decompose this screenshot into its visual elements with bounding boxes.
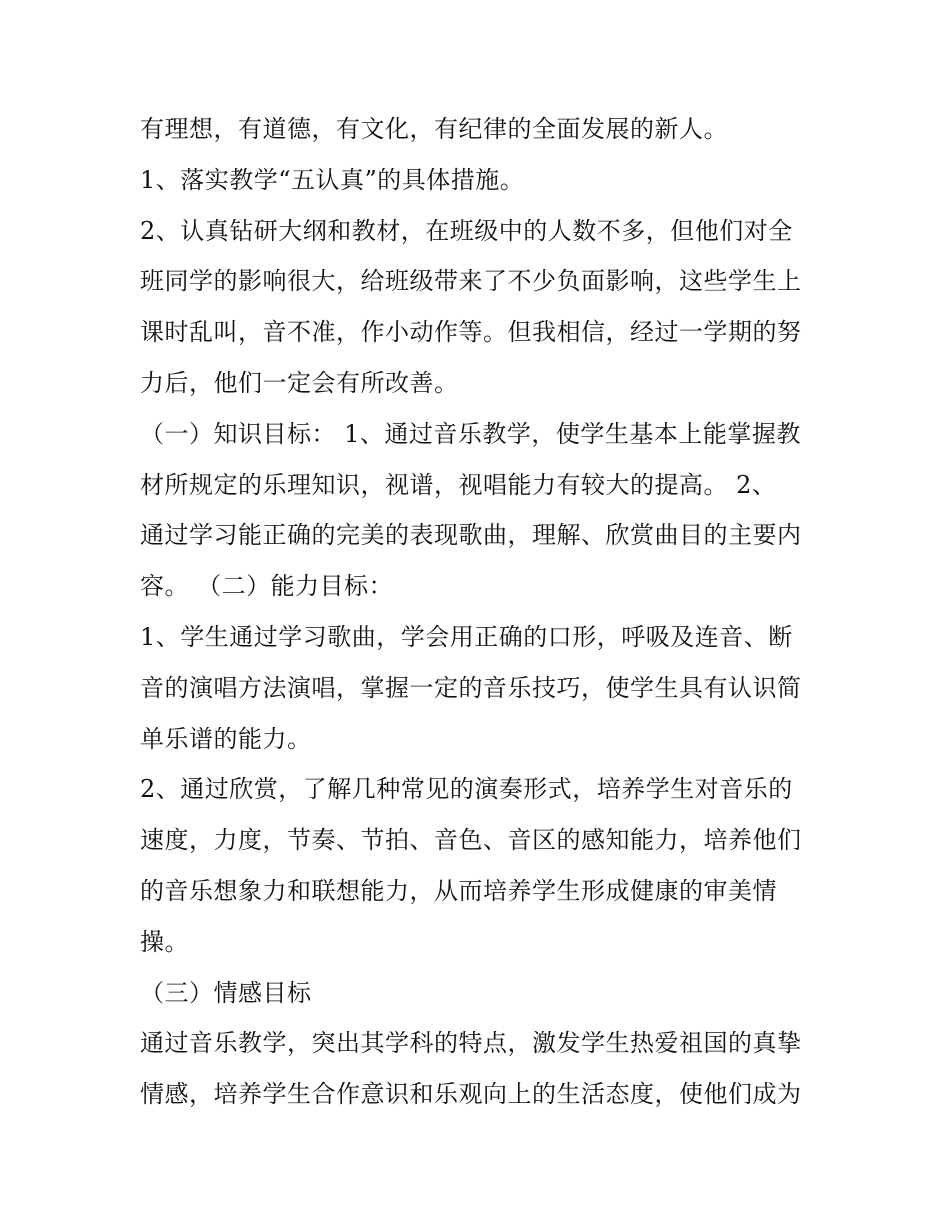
text-line: 2、认真钻研大纲和教材，在班级中的人数不多，但他们对全 bbox=[140, 216, 793, 245]
text-line: 通过学习能正确的完美的表现歌曲，理解、欣赏曲目的主要内 bbox=[140, 521, 802, 550]
text-line: （三）情感目标 bbox=[140, 978, 312, 1007]
text-line: 速度，力度，节奏、节拍、音色、音区的感知能力，培养他们 bbox=[140, 826, 802, 855]
text-line: 操。 bbox=[140, 927, 189, 956]
text-line: 1、落实教学“五认真”的具体措施。 bbox=[140, 165, 525, 194]
text-line: 单乐谱的能力。 bbox=[140, 724, 312, 753]
text-line: 2、通过欣赏，了解几种常见的演奏形式，培养学生对音乐的 bbox=[140, 775, 793, 804]
text-line: 通过音乐教学，突出其学科的特点，激发学生热爱祖国的真挚 bbox=[140, 1029, 802, 1058]
text-line: 课时乱叫，音不准，作小动作等。但我相信，经过一学期的努 bbox=[140, 318, 802, 347]
text-line: 有理想，有道德，有文化，有纪律的全面发展的新人。 bbox=[140, 115, 728, 143]
text-line: 情感，培养学生合作意识和乐观向上的生活态度，使他们成为 bbox=[140, 1080, 802, 1109]
document-body bbox=[140, 104, 820, 1120]
text-line: 力后，他们一定会有所改善。 bbox=[140, 368, 459, 397]
text-line: （一）知识目标： 1、通过音乐教学，使学生基本上能掌握教 bbox=[140, 419, 801, 448]
text-line: 班同学的影响很大，给班级带来了不少负面影响，这些学生上 bbox=[140, 267, 802, 296]
text-line: 材所规定的乐理知识，视谱，视唱能力有较大的提高。 2、 bbox=[140, 470, 777, 499]
text-line: 音的演唱方法演唱，掌握一定的音乐技巧，使学生具有认识简 bbox=[140, 673, 802, 702]
text-line: 的音乐想象力和联想能力，从而培养学生形成健康的审美情 bbox=[140, 876, 777, 905]
text-line: 1、学生通过学习歌曲，学会用正确的口形，呼吸及连音、断 bbox=[140, 622, 793, 651]
text-line: 容。 （二）能力目标： bbox=[140, 572, 394, 601]
